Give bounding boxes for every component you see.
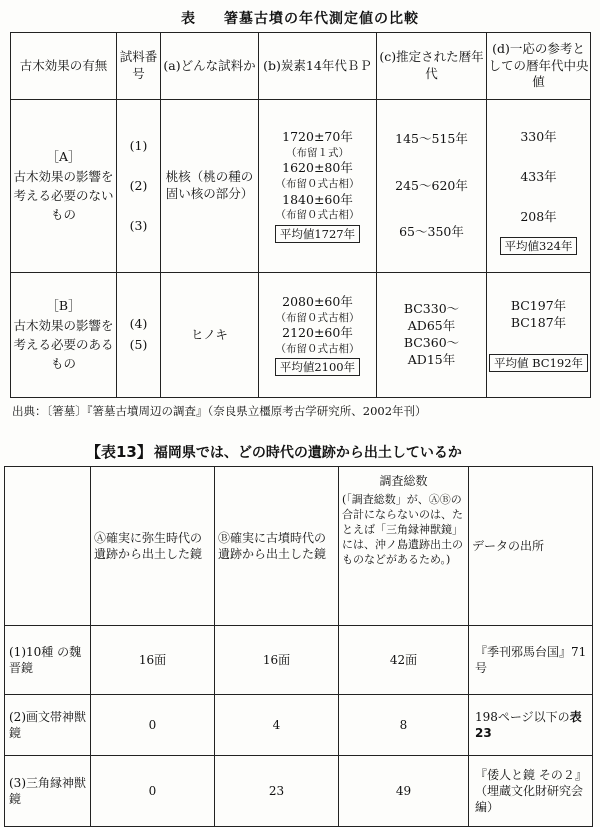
table1-label: 表 [181, 11, 196, 27]
c14-1: 1720±70年 [282, 129, 353, 145]
group-a-row [11, 100, 591, 273]
header-total: 調査総数 (「調査総数」が、ⒶⒷの合計にならないのは、たとえば「三角縁神獣鏡」には、沖ノ島遺跡出土のものなどがあるため。) [339, 467, 469, 626]
header-calendar: (c)推定された暦年代 [377, 33, 487, 100]
mirror-findings-table [4, 466, 593, 827]
group-a-median: 330年 433年 208年 平均値324年 [487, 100, 591, 273]
group-b-row [11, 273, 591, 398]
c14-3: 1840±60年 [282, 191, 353, 207]
group-b-samples [117, 273, 161, 398]
group-b-label [11, 273, 117, 398]
header-median: (d)一応の参考としての暦年代中央値 [487, 33, 591, 100]
group-a-label [11, 100, 117, 273]
header-sample-type: (a)どんな試料か [161, 33, 259, 100]
sample-3: (3) [129, 217, 148, 233]
dating-comparison-table [10, 32, 591, 398]
group-a-c14-average: 平均値1727年 [275, 225, 360, 243]
table-row: (2)画文帯神獣鏡 0 4 8 198ページ以下の表23 [5, 695, 593, 756]
header-data-source: データの出所 [469, 467, 593, 626]
table2-title-text: 福岡県では、どの時代の遺跡から出土しているか [153, 445, 462, 461]
sample-1: (1) [129, 137, 148, 153]
group-a-sample-type: 桃核（桃の種の固い核の部分） [161, 100, 259, 273]
header-kofun: Ⓑ確実に古墳時代の遺跡から出土した鏡 [215, 467, 339, 626]
table1-source: 出典：〔箸墓〕『箸墓古墳周辺の調査』（奈良県立橿原考古学研究所、2002年刊） [12, 404, 427, 418]
group-a-bracket: ［A］ [46, 149, 81, 165]
header-yayoi: Ⓐ確実に弥生時代の遺跡から出土した鏡 [91, 467, 215, 626]
header-c14: (b)炭素14年代ＢＰ [259, 33, 377, 100]
group-a-median-average: 平均値324年 [500, 237, 578, 255]
table-row: (1)10種 の魏晋鏡 16面 16面 42面 『季刊邪馬台国』71号 [5, 626, 593, 695]
group-b-c14: 2080±60年 （布留０式古相） 2120±60年 （布留０式古相） 平均値2100年 [259, 273, 377, 398]
table2-title [86, 441, 462, 462]
group-a-c14: 1720±70年 （布留１式） 1620±80年 （布留０式古相） 1840±60年 （布留０式古相） 平均値1727年 [259, 100, 377, 273]
header-total-note: (「調査総数」が、ⒶⒷの合計にならないのは、たとえば「三角縁神獣鏡」には、沖ノ島遺跡出土のものなどがあるため。) [342, 493, 463, 566]
sample-5: (5) [129, 337, 148, 352]
table23-reference: 表23 [475, 709, 582, 740]
group-b-bracket: ［B］ [46, 298, 81, 314]
group-b-median-average: 平均値 BC192年 [489, 354, 588, 372]
table2-badge: 【表13】 [86, 443, 152, 461]
sample-2: (2) [129, 177, 148, 193]
c14-2: 1620±80年 [282, 160, 353, 176]
group-b-sample-type: ヒノキ [161, 273, 259, 398]
table-row: (3)三角縁神獣鏡 0 23 49 『倭人と鏡 その２』（埋蔵文化財研究会編） [5, 756, 593, 827]
group-b-calendar: BC330～ AD65年 BC360～ AD15年 [377, 273, 487, 398]
group-a-calendar: 145～515年 245～620年 65～350年 [377, 100, 487, 273]
table1-title-text: 箸墓古墳の年代測定値の比較 [224, 11, 419, 27]
sample-4: (4) [129, 316, 148, 332]
header-effect: 古木効果の有無 [11, 33, 117, 100]
header-blank [5, 467, 91, 626]
group-a-description: 古木効果の影響を考える必要のないもの [13, 168, 114, 223]
header-sample-no: 試料番号 [117, 33, 161, 100]
table1-title [0, 8, 600, 28]
group-b-median: BC197年 BC187年 平均値 BC192年 [487, 273, 591, 398]
group-b-description: 古木効果の影響を考える必要のあるもの [13, 317, 114, 372]
group-b-c14-average: 平均値2100年 [275, 358, 360, 376]
group-a-samples [117, 100, 161, 273]
